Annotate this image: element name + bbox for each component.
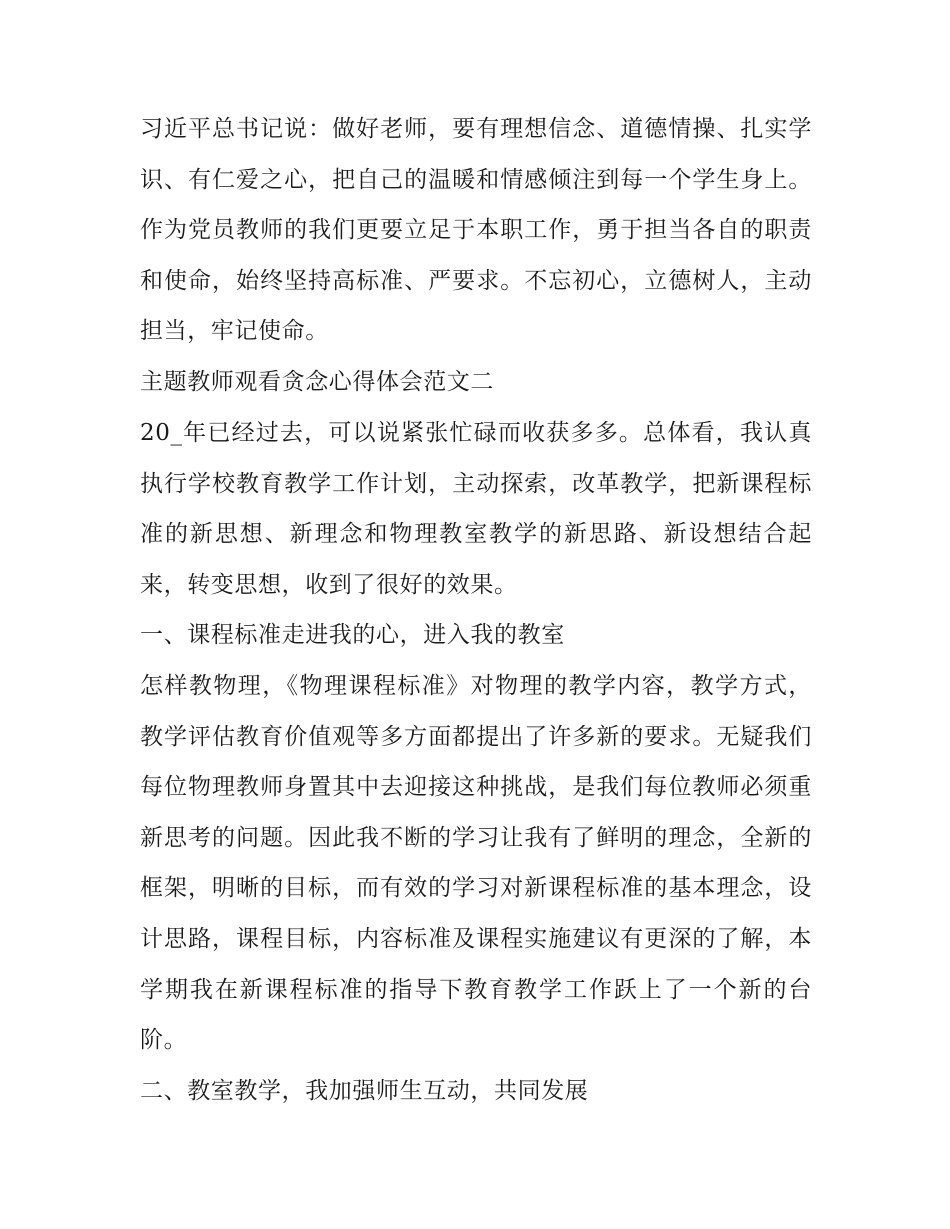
heading-section-one [140, 610, 812, 661]
heading-text: 主题教师观看贪念心得体会范文二 [140, 369, 494, 395]
paragraph-curriculum-standard [140, 661, 812, 1066]
paragraph-text: 20_年已经过去，可以说紧张忙碌而收获多多。总体看，我认真执行学校教育教学工作计划，主动探索，改革教学，把新课程标准的新思想、新理念和物理教室教学的新思路、新设想结合起来，转变思想，收到了很好的效果。 [140, 420, 812, 598]
heading-essay-two [140, 357, 812, 408]
paragraph-text: 怎样教物理，《物理课程标准》对物理的教学内容，教学方式，教学评估教育价值观等多方面都提出了许多新的要求。无疑我们每位物理教师身置其中去迎接这种挑战，是我们每位教师必须重新思考的问题。因此我不断的学习让我有了鲜明的理念，全新的框架，明晰的目标，而有效的学习对新课程标准的基本理念，设计思路，课程目标，内容标准及课程实施建议有更深的了解，本学期我在新课程标准的指导下教育教学工作跃上了一个新的台阶。 [140, 673, 812, 1054]
paragraph-year-summary [140, 408, 812, 610]
heading-text: 一、课程标准走进我的心，进入我的教室 [140, 622, 565, 648]
paragraph-text: 习近平总书记说：做好老师，要有理想信念、道德情操、扎实学识、有仁爱之心，把自己的温暖和情感倾注到每一个学生身上。作为党员教师的我们更要立足于本职工作，勇于担当各自的职责和使命，始终坚持高标准、严要求。不忘初心，立德树人，主动担当，牢记使命。 [140, 116, 812, 345]
heading-section-two [140, 1066, 812, 1117]
heading-text: 二、教室教学，我加强师生互动，共同发展 [140, 1078, 589, 1104]
paragraph-teacher-ethics [140, 104, 812, 357]
